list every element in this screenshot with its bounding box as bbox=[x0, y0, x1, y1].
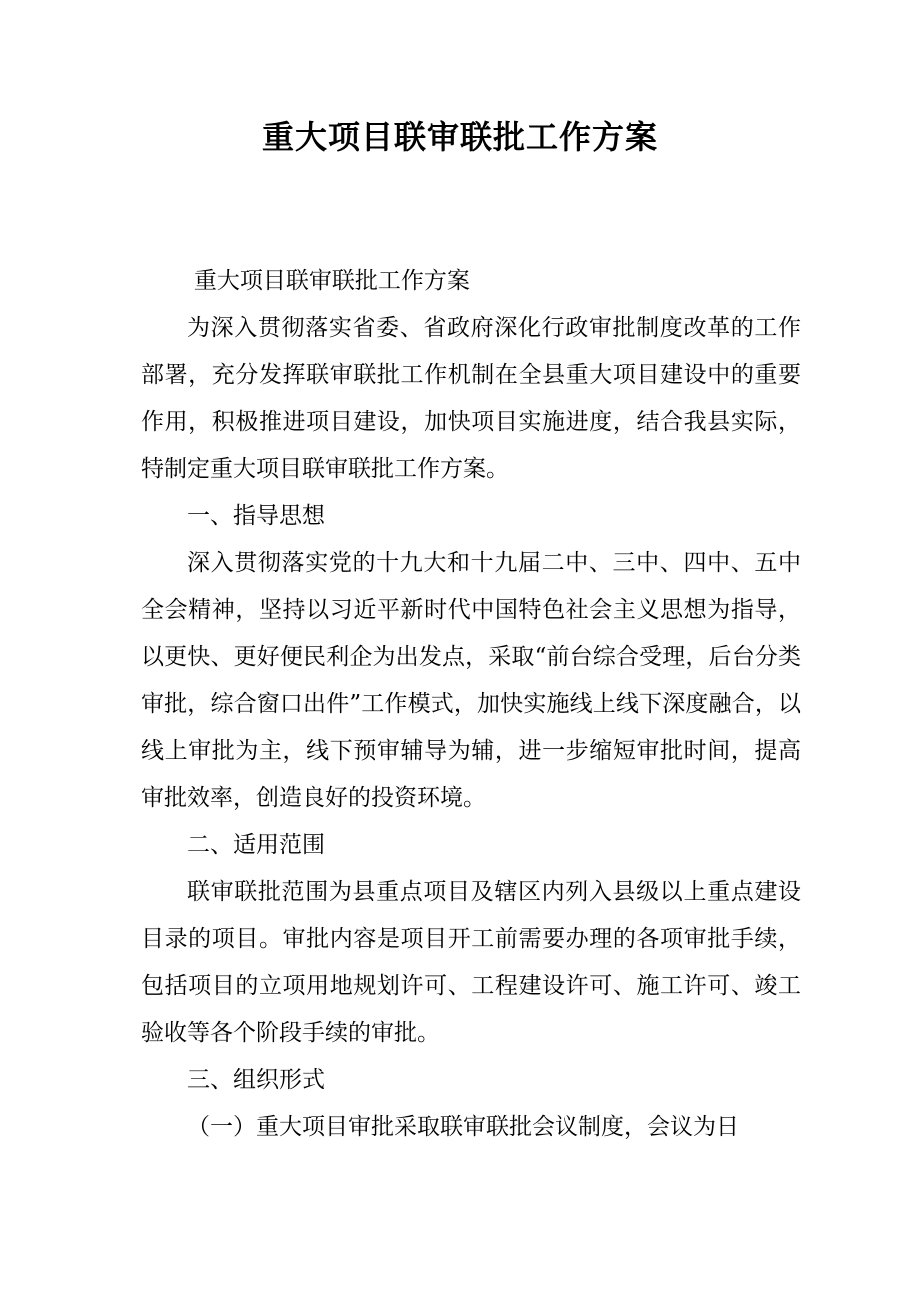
paragraph-guiding-ideology: 深入贯彻落实党的十九大和十九届二中、三中、四中、五中全会精神，坚持以习近平新时代中国特色社会主义思想为指导，以更快、更好便民利企为出发点，采取“前台综合受理，后台分类审批，综合窗口出件”工作模式，加快实施线上线下深度融合，以线上审批为主，线下预审辅导为辅，进一步缩短审批时间，提高审批效率，创造良好的投资环境。 bbox=[141, 550, 801, 811]
document-title: 重大项目联审联批工作方案 bbox=[261, 118, 658, 156]
document-subtitle: 重大项目联审联批工作方案 bbox=[193, 268, 470, 294]
paragraph-scope: 联审联批范围为县重点项目及辖区内列入县级以上重点建设目录的项目。审批内容是项目开工前需要办理的各项审批手续，包括项目的立项用地规划许可、工程建设许可、施工许可、竣工验收等各个阶段手续的审批。 bbox=[141, 879, 801, 1046]
section-heading-organization: 三、组织形式 bbox=[187, 1067, 325, 1093]
paragraph-intro: 为深入贯彻落实省委、省政府深化行政审批制度改革的工作部署，充分发挥联审联批工作机制在全县重大项目建设中的重要作用，积极推进项目建设，加快项目实施进度，结合我县实际，特制定重大项目联审联批工作方案。 bbox=[141, 315, 801, 482]
document-body bbox=[141, 258, 801, 1151]
section-heading-guiding-ideology: 一、指导思想 bbox=[187, 503, 325, 529]
paragraph-organization-1: （一）重大项目审批采取联审联批会议制度，会议为日 bbox=[187, 1114, 739, 1140]
section-heading-scope: 二、适用范围 bbox=[187, 832, 325, 858]
